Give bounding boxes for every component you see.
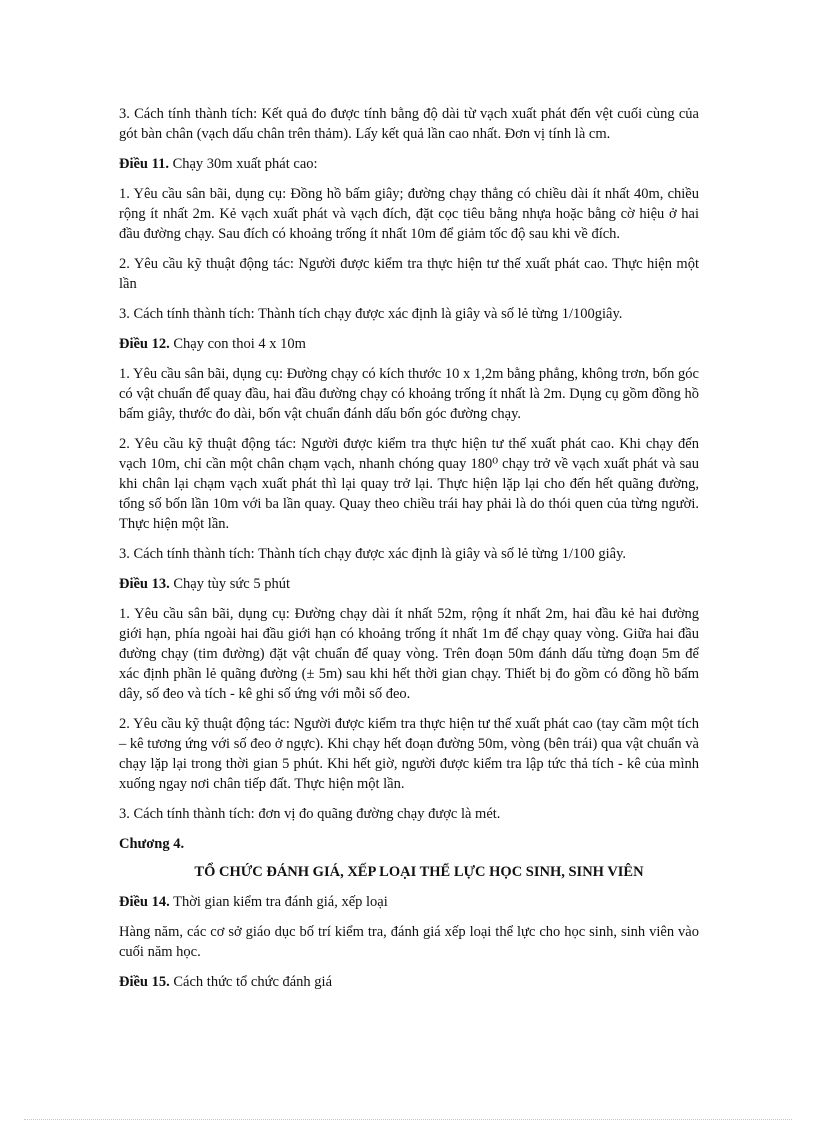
d11-item-1: 1. Yêu cầu sân bãi, dụng cụ: Đồng hồ bấm giây; đường chạy thẳng có chiều dài ít nhất 40m, chiều rộng ít nhất 2m. Kẻ vạch xuất phát và vạch đích, đặt cọc tiêu bằng nhựa hoặc bằng cờ hiệu ở hai đầu đường chạy. Sau đích có khoảng trống ít nhất 10m để giảm tốc độ sau khi về đích. [119, 186, 699, 242]
article-12-heading [119, 334, 699, 354]
article-11-heading [119, 154, 699, 174]
article-14-title: Thời gian kiểm tra đánh giá, xếp loại [169, 894, 388, 910]
article-13-label: Điều 13. [119, 576, 170, 592]
article-14-heading [119, 892, 699, 912]
d10-item-3: 3. Cách tính thành tích: Kết quả đo được tính bằng độ dài từ vạch xuất phát đến vệt cuối cùng của gót bàn chân (vạch dấu chân trên thảm). Lấy kết quả lần cao nhất. Đơn vị tính là cm. [119, 106, 699, 142]
d11-item-3: 3. Cách tính thành tích: Thành tích chạy được xác định là giây và số lẻ từng 1/100giây. [119, 306, 623, 322]
d12-item-1: 1. Yêu cầu sân bãi, dụng cụ: Đường chạy có kích thước 10 x 1,2m bằng phẳng, không trơn, bốn góc có vật chuẩn để quay đầu, hai đầu đường chạy có khoảng trống ít nhất là 2m. Dụng cụ gồm đồng hồ bấm giây, thước đo dài, bốn vật chuẩn đánh dấu bốn góc đường chạy. [119, 366, 699, 422]
article-11-title: Chạy 30m xuất phát cao: [168, 156, 318, 172]
chapter-4-title: TỔ CHỨC ĐÁNH GIÁ, XẾP LOẠI THỂ LỰC HỌC SINH, SINH VIÊN [194, 864, 644, 880]
chapter-4-label: Chương 4. [119, 836, 185, 852]
article-15-title: Cách thức tổ chức đánh giá [169, 974, 333, 990]
d12-item-2: 2. Yêu cầu kỹ thuật động tác: Người được kiểm tra thực hiện tư thế xuất phát cao. Khi chạy đến vạch 10m, chỉ cần một chân chạm vạch, nhanh chóng quay 180⁰ chạy trở về vạch xuất phát và sau khi chân lại chạm vạch xuất phát thì lại quay trở lại. Thực hiện lặp lại cho đến hết quãng đường, tổng số bốn lần 10m với ba lần quay. Quay theo chiều trái hay phải là do thói quen của từng người. Thực hiện một lần. [119, 436, 699, 532]
article-15-label: Điều 15. [119, 974, 170, 990]
d13-item-3: 3. Cách tính thành tích: đơn vị đo quãng đường chạy được là mét. [119, 806, 501, 822]
article-14-label: Điều 14. [119, 894, 170, 910]
article-13-title: Chạy tùy sức 5 phút [169, 576, 290, 592]
article-11-label: Điều 11. [119, 156, 169, 172]
page-bottom-divider [24, 1119, 792, 1120]
d13-item-2: 2. Yêu cầu kỹ thuật động tác: Người được kiểm tra thực hiện tư thế xuất phát cao (tay cầm một tích – kê tương ứng với số đeo ở ngực). Khi chạy hết đoạn đường 50m, vòng (bên trái) qua vật chuẩn và chạy lặp lại trong thời gian 5 phút. Khi hết giờ, người được kiểm tra lập tức thả tích - kê của mình xuống ngay nơi chân tiếp đất. Thực hiện một lần. [119, 716, 699, 792]
article-13-heading [119, 574, 699, 594]
article-12-title: Chạy con thoi 4 x 10m [169, 336, 306, 352]
d13-item-1: 1. Yêu cầu sân bãi, dụng cụ: Đường chạy dài ít nhất 52m, rộng ít nhất 2m, hai đầu kẻ hai đường giới hạn, phía ngoài hai đầu giới hạn có khoảng trống ít nhất 1m để chạy quay vòng. Giữa hai đầu đường chạy (tim đường) đặt vật chuẩn để quay vòng. Trên đoạn 50m đánh dấu từng đoạn 5m để xác định phần lẻ quãng đường (± 5m) sau khi hết thời gian chạy. Thiết bị đo gồm có đồng hồ bấm dây, số đeo và tích - kê ghi số ứng với mỗi số đeo. [119, 606, 699, 702]
document-body [119, 104, 699, 1002]
article-12-label: Điều 12. [119, 336, 170, 352]
article-15-heading [119, 972, 699, 992]
d12-item-3: 3. Cách tính thành tích: Thành tích chạy được xác định là giây và số lẻ từng 1/100 giây. [119, 546, 627, 562]
d14-body: Hàng năm, các cơ sở giáo dục bố trí kiểm tra, đánh giá xếp loại thể lực cho học sinh, sinh viên vào cuối năm học. [119, 924, 699, 960]
d11-item-2: 2. Yêu cầu kỹ thuật động tác: Người được kiểm tra thực hiện tư thế xuất phát cao. Thực hiện một lần [119, 256, 699, 292]
